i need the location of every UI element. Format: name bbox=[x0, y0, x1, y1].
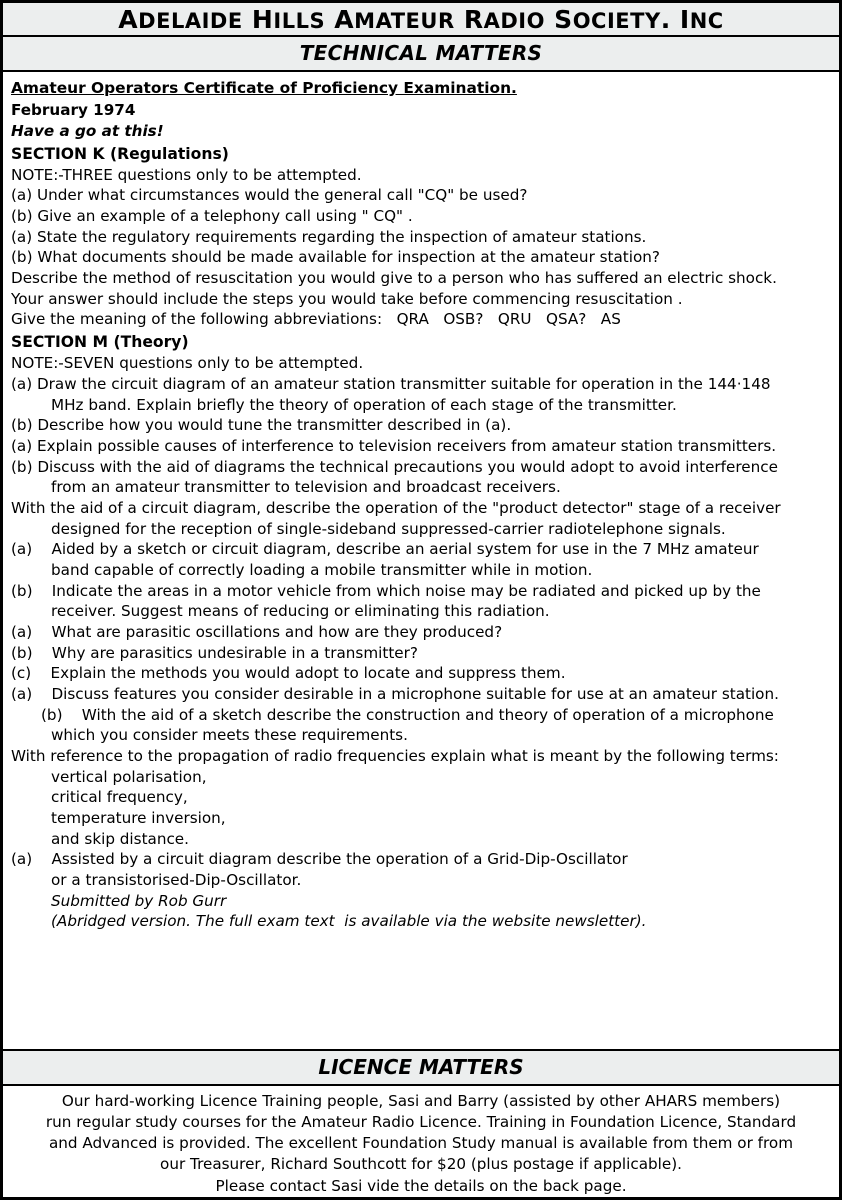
licence-line-5: Please contact Sasi vide the details on the back page. bbox=[215, 1176, 627, 1195]
section-k-item-5: Describe the method of resuscitation you would give to a person who has suffered an electric shock. bbox=[11, 269, 777, 288]
section-m-q6b-line2: which you consider meets these requirements. bbox=[51, 726, 408, 745]
section-m-q7-term-3: temperature inversion, bbox=[51, 809, 226, 828]
section-m-q7-term-1: vertical polarisation, bbox=[51, 767, 207, 786]
section-m-q4a-line1: (a) Aided by a sketch or circuit diagram, describe an aerial system for use in the 7 MHz amateur bbox=[11, 540, 759, 559]
section-k-item-1: (a) Under what circumstances would the general call "CQ" be used? bbox=[11, 186, 528, 205]
section-m-q8-line1: (a) Assisted by a circuit diagram describe the operation of a Grid-Dip-Oscillator bbox=[11, 850, 628, 869]
section-m-q5b: (b) Why are parasitics undesirable in a transmitter? bbox=[11, 643, 418, 662]
section-m-q1a-line1: (a) Draw the circuit diagram of an amateur station transmitter suitable for operation in the 144·148 bbox=[11, 374, 771, 393]
section-m-q1b: (b) Describe how you would tune the transmitter described in (a). bbox=[11, 416, 512, 435]
submitted-by: Submitted by Rob Gurr bbox=[51, 891, 227, 910]
section-m-q4b-line2: receiver. Suggest means of reducing or eliminating this radiation. bbox=[51, 602, 550, 621]
exam-tagline: Have a go at this! bbox=[11, 121, 164, 140]
section-m-q4a-line2: band capable of correctly loading a mobile transmitter while in motion. bbox=[51, 561, 593, 580]
licence-line-3: and Advanced is provided. The excellent Foundation Study manual is available from them or from bbox=[48, 1134, 794, 1153]
licence-matters-section bbox=[3, 1049, 839, 1197]
section-k-item-4: (b) What documents should be made available for inspection at the amateur station? bbox=[11, 248, 660, 267]
licence-matters-body bbox=[3, 1086, 839, 1197]
section-k-item-7: Give the meaning of the following abbreviations: QRA OSB? QRU QSA? AS bbox=[11, 310, 621, 329]
section-m-note: NOTE:-SEVEN questions only to be attempted. bbox=[11, 354, 364, 373]
section-m-q7-term-2: critical frequency, bbox=[51, 788, 188, 807]
section-m-q8-line2: or a transistorised-Dip-Oscillator. bbox=[51, 871, 302, 890]
section-m-q2b-line1: (b) Discuss with the aid of diagrams the technical precautions you would adopt to avoid interference bbox=[11, 457, 778, 476]
section-m-q5c: (c) Explain the methods you would adopt to locate and suppress them. bbox=[11, 664, 566, 683]
section-m-q2a: (a) Explain possible causes of interference to television receivers from amateur station transmitters. bbox=[11, 437, 777, 455]
licence-line-4: our Treasurer, Richard Southcott for $20 (plus postage if applicable). bbox=[160, 1155, 682, 1174]
section-m-q7-term-4: and skip distance. bbox=[51, 829, 189, 848]
section-k-title: SECTION K (Regulations) bbox=[11, 144, 229, 163]
licence-line-2: run regular study courses for the Amateur Radio Licence. Training in Foundation Licence, Standard bbox=[45, 1112, 797, 1131]
section-k-item-3: (a) State the regulatory requirements regarding the inspection of amateur stations. bbox=[11, 227, 647, 246]
section-m-q3-line1: With the aid of a circuit diagram, describe the operation of the "product detector" stage of a receiver bbox=[11, 499, 781, 518]
section-m-q6b-line1: (b) With the aid of a sketch describe the construction and theory of operation of a microphone bbox=[41, 705, 774, 724]
section-k-item-2: (b) Give an example of a telephony call using " CQ" . bbox=[11, 207, 413, 226]
technical-matters-body bbox=[3, 72, 839, 934]
section-m-q1a-line2: MHz band. Explain briefly the theory of operation of each stage of the transmitter. bbox=[51, 395, 677, 414]
section-m-q7-intro: With reference to the propagation of radio frequencies explain what is meant by the following terms: bbox=[11, 747, 779, 766]
technical-matters-band: TECHNICAL MATTERS bbox=[3, 37, 839, 72]
section-k-note: NOTE:-THREE questions only to be attempted. bbox=[11, 165, 362, 184]
section-m-title: SECTION M (Theory) bbox=[11, 333, 189, 352]
section-m-q5a: (a) What are parasitic oscillations and how are they produced? bbox=[11, 623, 503, 642]
section-k-item-6: Your answer should include the steps you would take before commencing resuscitation . bbox=[11, 289, 683, 308]
licence-matters-band: LICENCE MATTERS bbox=[3, 1049, 839, 1086]
licence-line-1: Our hard-working Licence Training people, Sasi and Barry (assisted by other AHARS members) bbox=[61, 1091, 781, 1110]
section-m-q6a: (a) Discuss features you consider desirable in a microphone suitable for use at an amateur station. bbox=[11, 685, 779, 704]
masthead bbox=[3, 3, 839, 37]
masthead-title: ADELAIDE HILLS AMATEUR RADIO SOCIETY. INC bbox=[118, 5, 724, 34]
exam-date: February 1974 bbox=[11, 101, 136, 120]
abridged-note: (Abridged version. The full exam text is available via the website newsletter). bbox=[51, 912, 647, 931]
section-m-q4b-line1: (b) Indicate the areas in a motor vehicle from which noise may be radiated and picked up by the bbox=[11, 581, 761, 600]
section-m-q3-line2: designed for the reception of single-sideband suppressed-carrier radiotelephone signals. bbox=[51, 519, 726, 538]
exam-heading: Amateur Operators Certificate of Proficiency Examination. bbox=[11, 79, 517, 98]
section-m-q2b-line2: from an amateur transmitter to television and broadcast receivers. bbox=[51, 478, 561, 497]
